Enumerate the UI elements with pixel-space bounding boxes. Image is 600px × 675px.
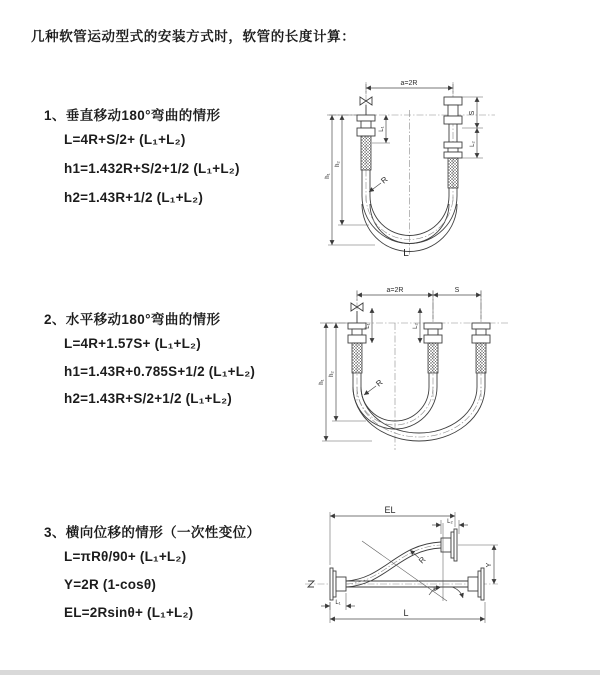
- dim-label-h2: h₂: [335, 161, 341, 167]
- dim-label-l2: L₂: [413, 323, 419, 329]
- centerlines: [329, 82, 495, 256]
- section-1-formula-h2: h2=1.43R+1/2 (L₁+L₂): [64, 190, 204, 205]
- dim-label-h1: h₁: [325, 173, 331, 179]
- dim-label-a2r: a=2R: [386, 287, 404, 294]
- hose-s-curve: [346, 542, 441, 587]
- dim-label-r: R: [379, 174, 390, 186]
- section-3-heading: 3、横向位移的情形（一次性变位）: [44, 525, 261, 540]
- diagram-horizontal-180-bend: [308, 282, 523, 472]
- diagram-vertical-180-bend: [305, 68, 500, 268]
- section-1-heading: 1、垂直移动180°弯曲的情形: [44, 108, 221, 123]
- right-pipe-fitting: [472, 323, 490, 373]
- radius-leader: [369, 175, 390, 192]
- left-pipe-fitting: [348, 323, 366, 373]
- dimension-l2: [432, 519, 468, 534]
- dim-label-a2r: a=2R: [400, 80, 418, 87]
- dim-label-l1: L₁: [365, 323, 371, 329]
- dim-label-h1: h₁: [319, 379, 325, 385]
- dim-label-l: L: [403, 248, 409, 259]
- right-pipe-fitting: [444, 97, 462, 188]
- radius-leader: [364, 378, 385, 395]
- angle-theta: [362, 523, 463, 601]
- dim-label-h2: h₂: [329, 371, 335, 377]
- dimension-s: [462, 97, 483, 158]
- right-flange: [468, 568, 484, 600]
- dim-label-l2: L₂: [470, 141, 476, 147]
- dimension-l2: [413, 308, 420, 343]
- section-2-formula-h1: h1=1.43R+0.785S+1/2 (L₁+L₂): [64, 364, 256, 379]
- dim-label-el: EL: [384, 505, 396, 515]
- dim-label-r: R: [417, 555, 428, 566]
- middle-pipe-fitting: [424, 323, 442, 373]
- hose-curves: [353, 373, 485, 441]
- section-3-formula-EL: EL=2Rsinθ+ (L₁+L₂): [64, 605, 194, 620]
- dim-label-l: L: [403, 608, 409, 618]
- section-2-heading: 2、水平移动180°弯曲的情形: [44, 312, 221, 327]
- dimension-a2r: [366, 80, 453, 94]
- left-flange: [330, 568, 346, 600]
- section-3-formula-Y: Y=2R (1-cosθ): [64, 577, 157, 592]
- section-1-formula-L: L=4R+S/2+ (L₁+L₂): [64, 132, 186, 147]
- dim-label-theta: θ: [433, 587, 437, 593]
- diagram-lateral-displacement: [300, 503, 600, 663]
- dimension-a2r: [357, 287, 481, 319]
- dim-label-y: Y: [486, 562, 493, 568]
- dimension-l: [330, 602, 485, 623]
- page-bottom-edge: [0, 670, 600, 675]
- dim-label-l1: L₁: [335, 600, 341, 606]
- dim-label-s: S: [454, 287, 460, 294]
- section-2-formula-h2: h2=1.43R+S/2+1/2 (L₁+L₂): [64, 391, 232, 406]
- dimension-l1: [321, 593, 355, 610]
- page-title: 几种软管运动型式的安装方式时，软管的长度计算：: [31, 29, 356, 44]
- dimension-el: [330, 505, 455, 565]
- dim-label-l2: L₂: [447, 519, 453, 525]
- dim-label-s: S: [469, 110, 476, 116]
- moved-flange: [441, 529, 457, 561]
- left-pipe-fitting: [357, 115, 375, 170]
- section-1-formula-h1: h1=1.432R+S/2+1/2 (L₁+L₂): [64, 161, 240, 176]
- section-2-formula-L: L=4R+1.57S+ (L₁+L₂): [64, 336, 201, 351]
- dim-label-l1: L₁: [379, 126, 385, 132]
- section-3-formula-L: L=πRθ/90+ (L₁+L₂): [64, 549, 187, 564]
- dim-label-r: R: [374, 377, 385, 389]
